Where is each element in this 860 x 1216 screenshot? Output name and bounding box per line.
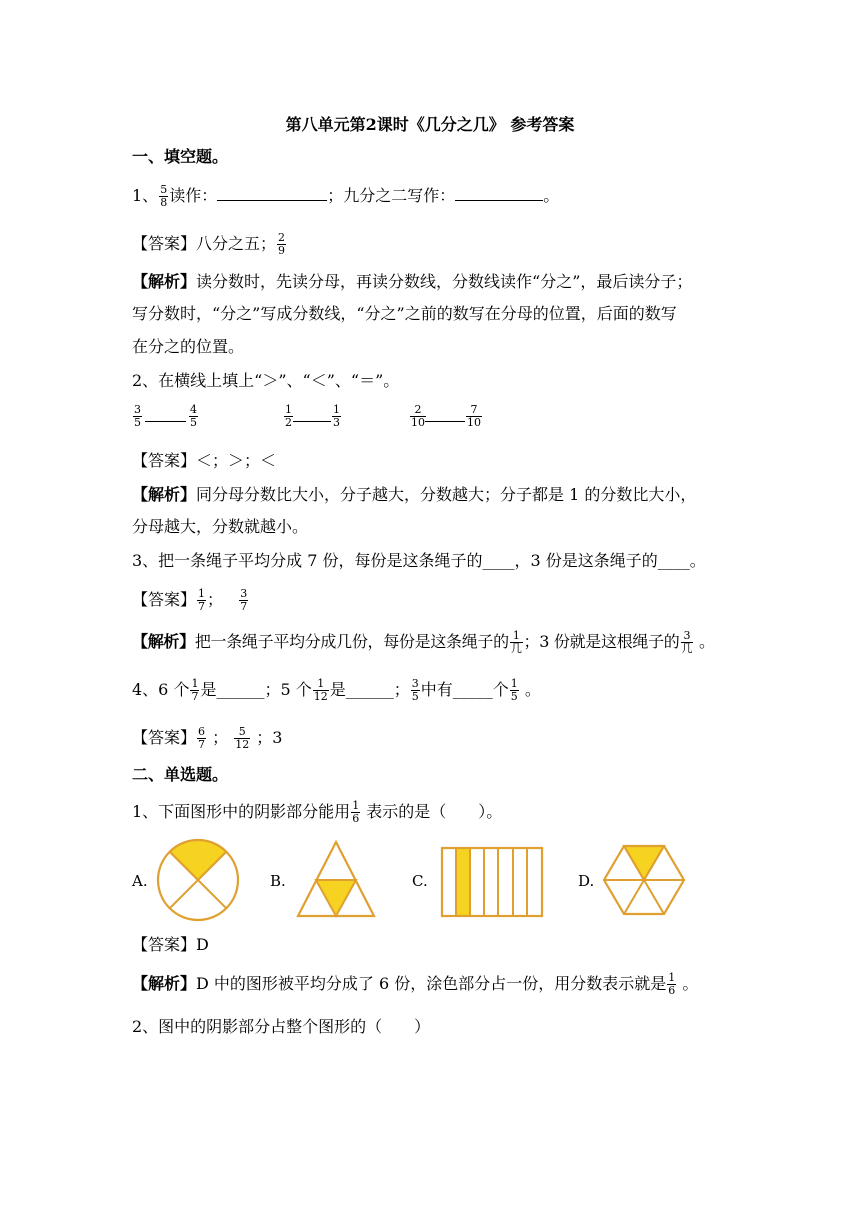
q1-fraction: $\frac{5}{8}$ bbox=[160, 183, 168, 209]
q4-fraction: $\frac{1}{12}$ bbox=[313, 677, 328, 703]
section-single-choice-heading: 二、单选题。 bbox=[132, 765, 229, 784]
mc1-analysis: 【解析】D 中的图形被平均分成了 6 份，涂色部分占一份，用分数表示就是 $\frac{1}{6}$ 。 bbox=[132, 971, 699, 997]
mc1-question: 1、下面图形中的阴影部分能用 $\frac{1}{6}$ 表示的是（ ）。 bbox=[132, 799, 503, 825]
q2-fraction: $\frac{3}{5}$ bbox=[134, 403, 141, 429]
q2-fraction: $\frac{4}{5}$ bbox=[190, 403, 197, 429]
q1-question: 1、 $\frac{5}{8}$ 读作： ；九分之二写作： 。 bbox=[132, 183, 560, 209]
q1-analysis-line3: 在分之的位置。 bbox=[132, 337, 245, 356]
q1-blank-write[interactable] bbox=[455, 186, 543, 201]
option-c-label[interactable]: C. bbox=[412, 872, 428, 890]
q2-compare-blank[interactable] bbox=[293, 421, 331, 422]
q2-compare-blank[interactable] bbox=[425, 421, 465, 422]
q4-fraction: $\frac{1}{5}$ bbox=[510, 677, 518, 703]
mc1-answer: 【答案】D bbox=[132, 935, 209, 954]
option-d-label[interactable]: D. bbox=[578, 872, 595, 890]
q3-analysis-fraction: $\frac{3}{\text{几}}$ bbox=[681, 629, 693, 655]
option-c-rectangle-figure[interactable] bbox=[440, 846, 544, 918]
q4-answer-fraction: $\frac{5}{12}$ bbox=[235, 725, 250, 751]
q1-analysis-line1: 【解析】读分数时，先读分母，再读分数线，分数线读作“分之”，最后读分子； bbox=[132, 272, 693, 291]
q2-fraction: $\frac{2}{10}$ bbox=[411, 403, 425, 429]
q2-answer: 【答案】＜；＞；＜ bbox=[132, 451, 277, 470]
option-a-label[interactable]: A. bbox=[132, 872, 148, 890]
q1-number: 1、 bbox=[132, 186, 159, 205]
q1-blank-read[interactable] bbox=[217, 186, 327, 201]
q2-compare-1 bbox=[132, 404, 212, 438]
q3-question: 3、把一条绳子平均分成 7 份，每份是这条绳子的____，3 份是这条绳子的____。 bbox=[132, 551, 706, 570]
q2-fraction: $\frac{1}{2}$ bbox=[285, 403, 292, 429]
page-title: 第八单元第2课时《几分之几》 参考答案 bbox=[285, 115, 575, 134]
option-b-label[interactable]: B. bbox=[270, 872, 286, 890]
triangle-shaded-part bbox=[316, 880, 356, 916]
q2-compare-2 bbox=[283, 404, 363, 438]
rectangle-shaded-strip bbox=[456, 848, 470, 916]
q3-analysis-fraction: $\frac{1}{\text{几}}$ bbox=[510, 629, 522, 655]
mc1-analysis-fraction: $\frac{1}{6}$ bbox=[668, 971, 676, 997]
hexagon-shaded-part bbox=[624, 846, 664, 880]
q2-analysis-line2: 分母越大，分数就越小。 bbox=[132, 517, 309, 536]
q1-answer: 【答案】八分之五； $\frac{2}{9}$ bbox=[132, 231, 286, 257]
q4-fraction: $\frac{1}{7}$ bbox=[191, 677, 199, 703]
q2-question: 2、在横线上填上“＞”、“＜”、“＝”。 bbox=[132, 371, 400, 390]
q2-fraction: $\frac{7}{10}$ bbox=[467, 403, 481, 429]
mc2-question: 2、图中的阴影部分占整个图形的（ ） bbox=[132, 1017, 431, 1036]
q1-answer-fraction: $\frac{2}{9}$ bbox=[278, 231, 286, 257]
q2-compare-3 bbox=[409, 404, 499, 438]
mc1-fraction: $\frac{1}{6}$ bbox=[352, 799, 360, 825]
q2-analysis-line1: 【解析】同分母分数比大小，分子越大，分数越大；分子都是 1 的分数比大小， bbox=[132, 485, 697, 504]
q1-analysis-line2: 写分数时，“分之”写成分数线，“分之”之前的数写在分母的位置，后面的数写 bbox=[132, 304, 677, 323]
q3-answer-fraction: $\frac{1}{7}$ bbox=[198, 587, 206, 613]
q3-answer-fraction: $\frac{3}{7}$ bbox=[240, 587, 248, 613]
option-a-circle-figure[interactable] bbox=[156, 838, 240, 922]
q4-answer: 【答案】 $\frac{6}{7}$ ； $\frac{5}{12}$ ；3 bbox=[132, 725, 283, 751]
q4-answer-fraction: $\frac{6}{7}$ bbox=[198, 725, 206, 751]
q2-compare-blank[interactable] bbox=[145, 421, 186, 422]
option-d-hexagon-figure[interactable] bbox=[602, 842, 686, 918]
option-b-triangle-figure[interactable] bbox=[296, 838, 378, 920]
q4-fraction: $\frac{3}{5}$ bbox=[411, 677, 419, 703]
section-fill-blank-heading: 一、填空题。 bbox=[132, 147, 229, 166]
q3-analysis: 【解析】把一条绳子平均分成几份，每份是这条绳子的 $\frac{1}{\text{几}}$ ；3 份就是这根绳子的 $\frac{3}{\text{几}}$ 。 bbox=[132, 629, 715, 655]
q2-fraction: $\frac{1}{3}$ bbox=[333, 403, 340, 429]
q3-answer: 【答案】 $\frac{1}{7}$ ； $\frac{3}{7}$ bbox=[132, 587, 248, 613]
q4-question: 4、6 个 $\frac{1}{7}$ 是______；5 个 $\frac{1}{12}$ 是______； $\frac{3}{5}$ 中有_____个 $\frac{1}{5}$ 。 bbox=[132, 677, 541, 703]
